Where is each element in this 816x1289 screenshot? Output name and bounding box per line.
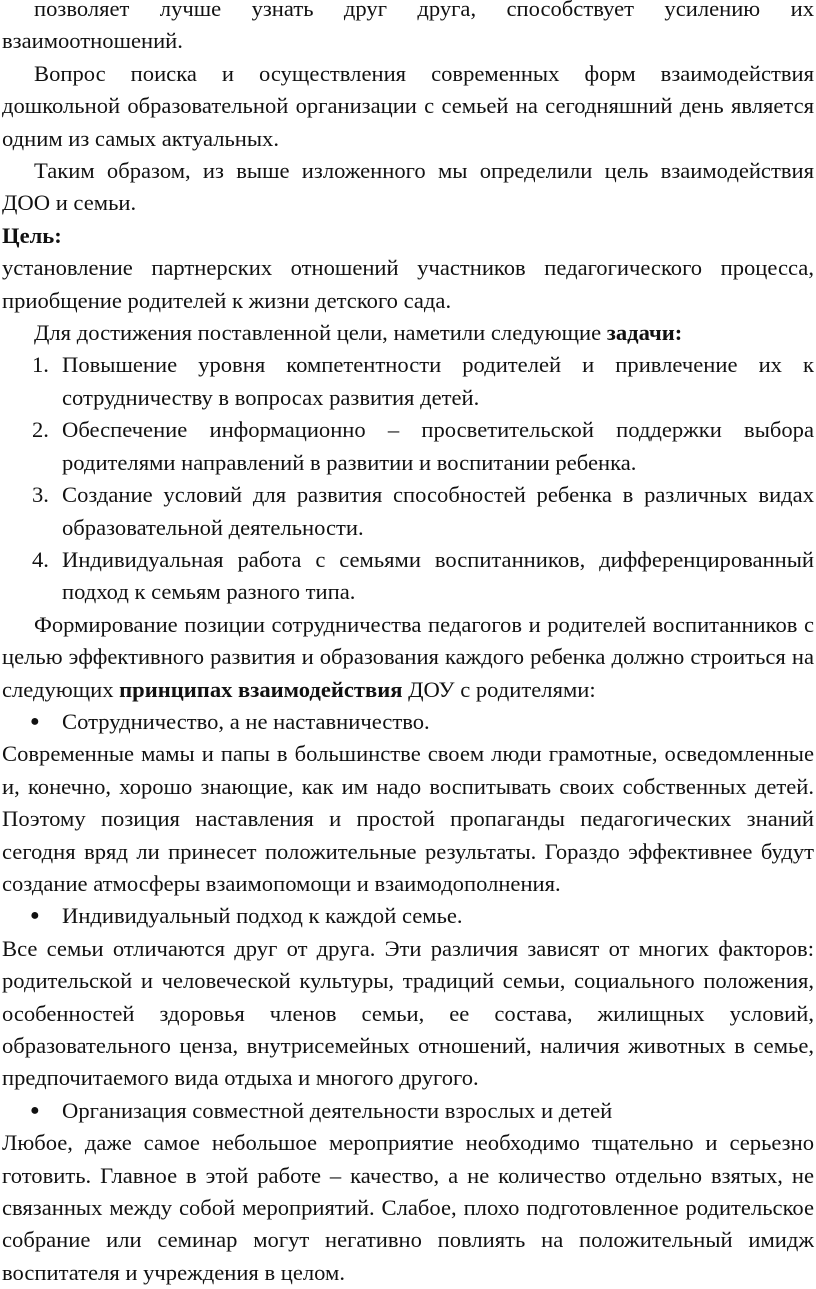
tasks-intro: [0, 317, 816, 349]
list-item-number: 1.: [32, 352, 49, 378]
bullet-icon: ●: [30, 712, 40, 730]
bullet-icon: ●: [30, 907, 40, 925]
list-item-number: 3.: [32, 482, 49, 508]
principle-text: Современные мамы и папы в большинстве своем люди грамотные, осведомленные и, конечно, хорошо знающие, как им надо воспитывать своих собственных детей. Поэтому позиция наставления и простой пропаганды педагогических знаний сегодня вряд ли принесет положительные результаты. Гораздо эффективнее будут создание атмосферы взаимопомощи и взаимодополнения.: [2, 741, 814, 896]
principle-text: Все семьи отличаются друг от друга. Эти различия зависят от многих факторов: родительской и человеческой культуры, традиций семьи, социального положения, особенностей здоровья членов семьи, ее состава, жилищных условий, образовательного ценза, внутрисемейных отношений, наличия животных в семье, предпочитаемого вида отдыха и многого другого.: [2, 935, 814, 1091]
list-item-text: Повышение уровня компетентности родителей и привлечение их к сотрудничеству в вопросах развития детей.: [62, 352, 814, 410]
goal-text: установление партнерских отношений участников педагогического процесса, приобщение родителей к жизни детского сада.: [2, 255, 814, 313]
list-item-text: Индивидуальная работа с семьями воспитанников, дифференцированный подход к семьям разного типа.: [62, 546, 814, 605]
paragraph-relationships: позволяет лучше узнать друг друга, способствует усилению их взаимоотношений.: [2, 0, 814, 54]
list-item: [0, 349, 816, 414]
tasks-list: [0, 349, 816, 608]
principle-bullet: [0, 1095, 816, 1127]
principle-bullet: [0, 706, 816, 738]
list-item-number: 4.: [32, 546, 49, 572]
tasks-intro-bold: задачи:: [606, 320, 683, 346]
paragraph-search-forms: Вопрос поиска и осуществления современных форм взаимодействия дошкольной образовательной организации с семьей на сегодняшний день является одним из самых актуальных.: [2, 60, 814, 151]
list-item-number: 2.: [32, 417, 49, 443]
principle-text: Любое, даже самое небольшое мероприятие необходимо тщательно и серьезно готовить. Главное в этой работе – качество, а не количество отдельно взятых, не связанных между собой мероприятий. Слабое, плохо подготовленное родительское собрание или семинар могут негативно повлиять на положительный имидж воспитателя и учреждения в целом.: [2, 1130, 814, 1285]
principles-text-before: Формирование позиции сотрудничества педагогов и родителей воспитанников с целью эффективного развития и образования каждого ребенка должно строиться на следующих: [2, 611, 814, 702]
list-item: [0, 479, 816, 544]
list-item: [0, 414, 816, 479]
goal-label: Цель:: [2, 222, 62, 248]
paragraph-conclusion: Таким образом, из выше изложенного мы определили цель взаимодействия ДОО и семьи.: [2, 158, 814, 216]
principles-text-after: ДОУ с родителями:: [402, 676, 596, 702]
principles-bold: принципах взаимодействия: [119, 676, 403, 702]
list-item-text: Создание условий для развития способностей ребенка в различных видах образовательной деятельности.: [62, 482, 814, 540]
list-item: [0, 544, 816, 609]
bullet-icon: ●: [30, 1101, 40, 1119]
principle-bullet-text: Индивидуальный подход к каждой семье.: [62, 903, 463, 929]
principle-bullet-text: Организация совместной деятельности взрослых и детей: [62, 1097, 613, 1123]
tasks-intro-text: Для достижения поставленной цели, наметили следующие: [34, 320, 607, 346]
principles-intro: [0, 609, 816, 706]
principle-bullet-text: Сотрудничество, а не наставничество.: [62, 708, 430, 734]
principle-bullet: [0, 900, 816, 932]
list-item-text: Обеспечение информационно – просветительской поддержки выбора родителями направлений в развитии и воспитании ребенка.: [62, 417, 814, 475]
